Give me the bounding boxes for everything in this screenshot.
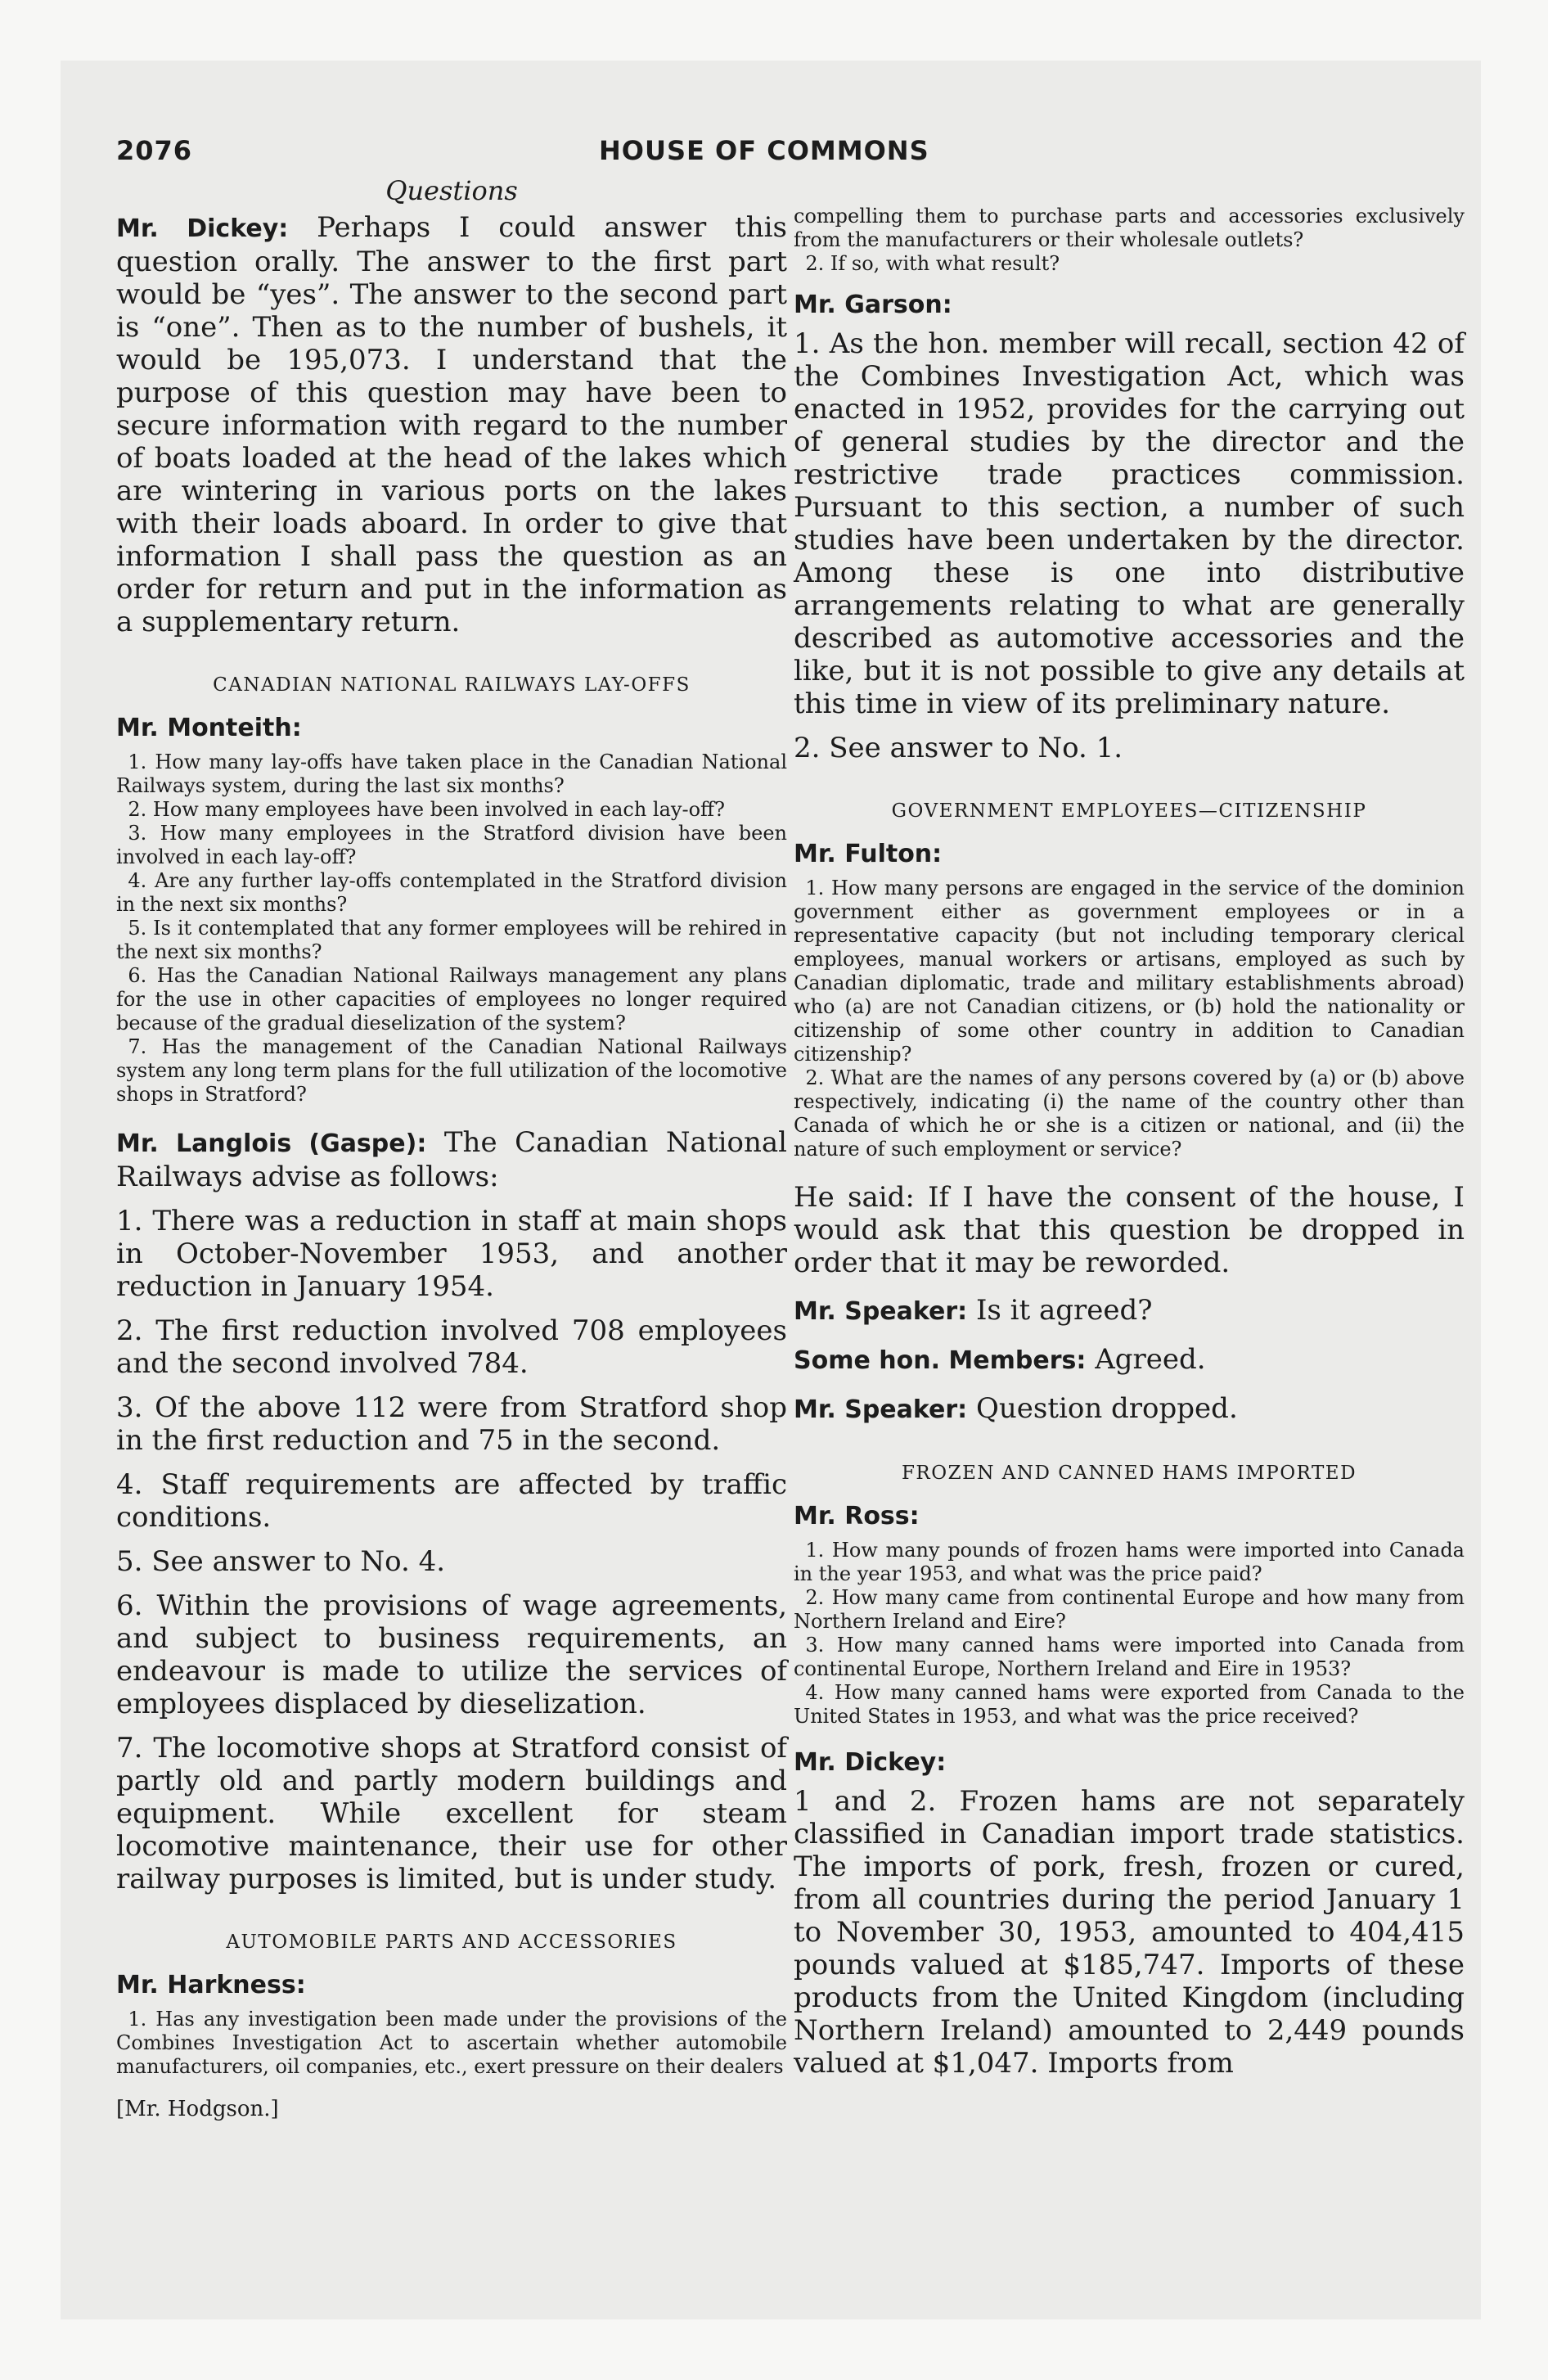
- question-item: 4. How many canned hams were exported from Canada to the United States in 1953, and what was the price received?: [794, 1681, 1465, 1728]
- answer-item: 1. As the hon. member will recall, section 42 of the Combines Investigation Act, which was enacted in 1952, provides for the carrying out of general studies by the director and the restrictive trade practices commission. Pursuant to this section, a number of such studies have been undertaken by the director. Among these is one into distributive arrangements relating to what are generally described as automotive accessories and the like, but it is not possible to give any details at this time in view of its preliminary nature.: [794, 327, 1465, 720]
- question-item: compelling them to purchase parts and accessories exclusively from the manufacturers or their wholesale outlets?: [794, 205, 1465, 251]
- exchange-line: [794, 1343, 1465, 1377]
- section-heading-government-employees: GOVERNMENT EMPLOYEES—CITIZENSHIP: [891, 800, 1367, 822]
- answer-item: 1. There was a reduction in staff at main shops in October-November 1953, and another reduction in January 1954.: [116, 1205, 787, 1303]
- speaker-name: Mr. Fulton:: [794, 840, 943, 868]
- speaker-name: Mr. Speaker:: [794, 1297, 968, 1326]
- speech-text: Is it agreed?: [975, 1294, 1153, 1327]
- question-item: 2. If so, with what result?: [805, 252, 1060, 275]
- question-item: 7. Has the management of the Canadian National Railways system any long term plans for the full utilization of the locomotive shops in Stratford?: [116, 1035, 787, 1106]
- speaker-name: Mr. Dickey:: [794, 1748, 947, 1777]
- speaker-name: Some hon. Members:: [794, 1346, 1087, 1375]
- answer-item: 3. Of the above 112 were from Stratford shop in the first reduction and 75 in the second.: [116, 1391, 787, 1457]
- question-list-fulton: [794, 877, 1465, 1161]
- left-column: [116, 175, 788, 2121]
- page-number: 2076: [116, 135, 193, 166]
- answer-item: 7. The locomotive shops at Stratford consist of partly old and partly modern buildings and equipment. While excellent for steam locomotive maintenance, their use for other railway purposes is limited, but is under study.: [116, 1732, 787, 1895]
- footer-note: [Mr. Hodgson.]: [116, 2097, 279, 2121]
- speech-text: Perhaps I could answer this question orally. The answer to the first part would be “yes”. The answer to the second part is “one”. Then as to the number of bushels, it would be 195,073. I understand that the purpose of this question may have been to secure information with regard to the number of boats loaded at the head of the lakes which are wintering in various ports on the lakes with their loads aboard. In order to give that information I shall pass the question as an order for return and put in the information as a supplementary return.: [116, 211, 788, 638]
- answer-list-langlois: [116, 1205, 787, 1895]
- speech-text: Agreed.: [1095, 1343, 1206, 1376]
- answer-item: 2. See answer to No. 1.: [794, 732, 1123, 764]
- question-list-ross: [794, 1539, 1465, 1729]
- answer-item: 6. Within the provisions of wage agreements, and subject to business requirements, an endeavour is made to utilize the services of employees displaced by dieselization.: [116, 1589, 787, 1720]
- section-heading-cnr-layoffs: CANADIAN NATIONAL RAILWAYS LAY-OFFS: [213, 674, 691, 696]
- section-heading-auto-parts: AUTOMOBILE PARTS AND ACCESSORIES: [226, 1931, 677, 1953]
- speaker-name: Mr. Garson:: [794, 291, 952, 319]
- question-item: 1. How many persons are engaged in the service of the dominion government either as government employees or in a representative capacity (but not including temporary clerical employees, manual workers or artisans, employed as such by Canadian diplomatic, trade and military establishments abroad) who (a) are not Canadian citizens, or (b) hold the nationality or citizenship of some other country in addition to Canadian citizenship?: [794, 877, 1465, 1066]
- question-item: 4. Are any further lay-offs contemplated in the Stratford division in the next six months?: [116, 869, 787, 916]
- speech-text: The Canadian National Railways advise as follows:: [116, 1126, 787, 1193]
- speaker-name: Mr. Harkness:: [116, 1971, 306, 1999]
- question-item: 2. How many came from continental Europe and how many from Northern Ireland and Eire?: [794, 1586, 1465, 1633]
- exchange-line: [794, 1392, 1465, 1427]
- speech-dickey: [116, 211, 787, 638]
- question-item: 1. How many lay-offs have taken place in the Canadian National Railways system, during the last six months?: [116, 751, 787, 797]
- answer-item: 4. Staff requirements are affected by traffic conditions.: [116, 1468, 787, 1534]
- exchange-line: [794, 1294, 1465, 1328]
- right-column: [794, 182, 1465, 2091]
- question-item: 2. What are the names of any persons covered by (a) or (b) above respectively, indicating (i) the name of the country other than Canada of which he or she is a citizen or national, and (ii) the nature of such employment or service?: [794, 1066, 1465, 1161]
- question-item: 2. How many employees have been involved in each lay-off?: [128, 798, 725, 821]
- speaker-name: Mr. Langlois (Gaspe):: [116, 1129, 427, 1158]
- speaker-name: Mr. Dickey:: [116, 214, 289, 243]
- question-continuation: [794, 205, 1465, 276]
- speech-dickey-hams: 1 and 2. Frozen hams are not separately classified in Canadian import trade statistics. The imports of pork, fresh, frozen or cured, from all countries during the period January 1 to November 30, 1953, amounted to 404,415 pounds valued at $185,747. Imports of these products from the United Kingdom (including Northern Ireland) amounted to 2,449 pounds valued at $1,047. Imports from: [794, 1785, 1465, 2080]
- question-item: 5. Is it contemplated that any former employees will be rehired in the next six months?: [116, 917, 787, 963]
- question-item: 3. How many canned hams were imported into Canada from continental Europe, Northern Ireland and Eire in 1953?: [794, 1634, 1465, 1680]
- speaker-name: Mr. Speaker:: [794, 1395, 968, 1424]
- speech-text: Question dropped.: [975, 1392, 1238, 1425]
- question-item: 6. Has the Canadian National Railways management any plans for the use in other capacities of employees no longer required because of the gradual dieselization of the system?: [116, 964, 787, 1034]
- section-heading-hams: FROZEN AND CANNED HAMS IMPORTED: [901, 1463, 1357, 1484]
- speaker-name: Mr. Monteith:: [116, 714, 302, 742]
- speaker-name: Mr. Ross:: [794, 1502, 920, 1530]
- question-list-monteith: [116, 751, 787, 1107]
- question-item: 3. How many employees in the Stratford division have been involved in each lay-off?: [116, 822, 787, 868]
- section-subheading: Questions: [385, 175, 518, 206]
- answer-item: 5. See answer to No. 4.: [116, 1545, 446, 1578]
- answer-list-garson: [794, 327, 1465, 764]
- question-list-harkness: [116, 2008, 787, 2079]
- speech-langlois: [116, 1126, 787, 1193]
- question-item: 1. Has any investigation been made under the provisions of the Combines Investigation Act to ascertain whether automobile manufacturers, oil companies, etc., exert pressure on their dealers: [116, 2008, 787, 2078]
- question-item: 1. How many pounds of frozen hams were imported into Canada in the year 1953, and what was the price paid?: [794, 1539, 1465, 1585]
- answer-item: 2. The first reduction involved 708 employees and the second involved 784.: [116, 1314, 787, 1380]
- fulton-statement: He said: If I have the consent of the house, I would ask that this question be dropped in order that it may be reworded.: [794, 1181, 1465, 1279]
- page-title: HOUSE OF COMMONS: [599, 135, 929, 166]
